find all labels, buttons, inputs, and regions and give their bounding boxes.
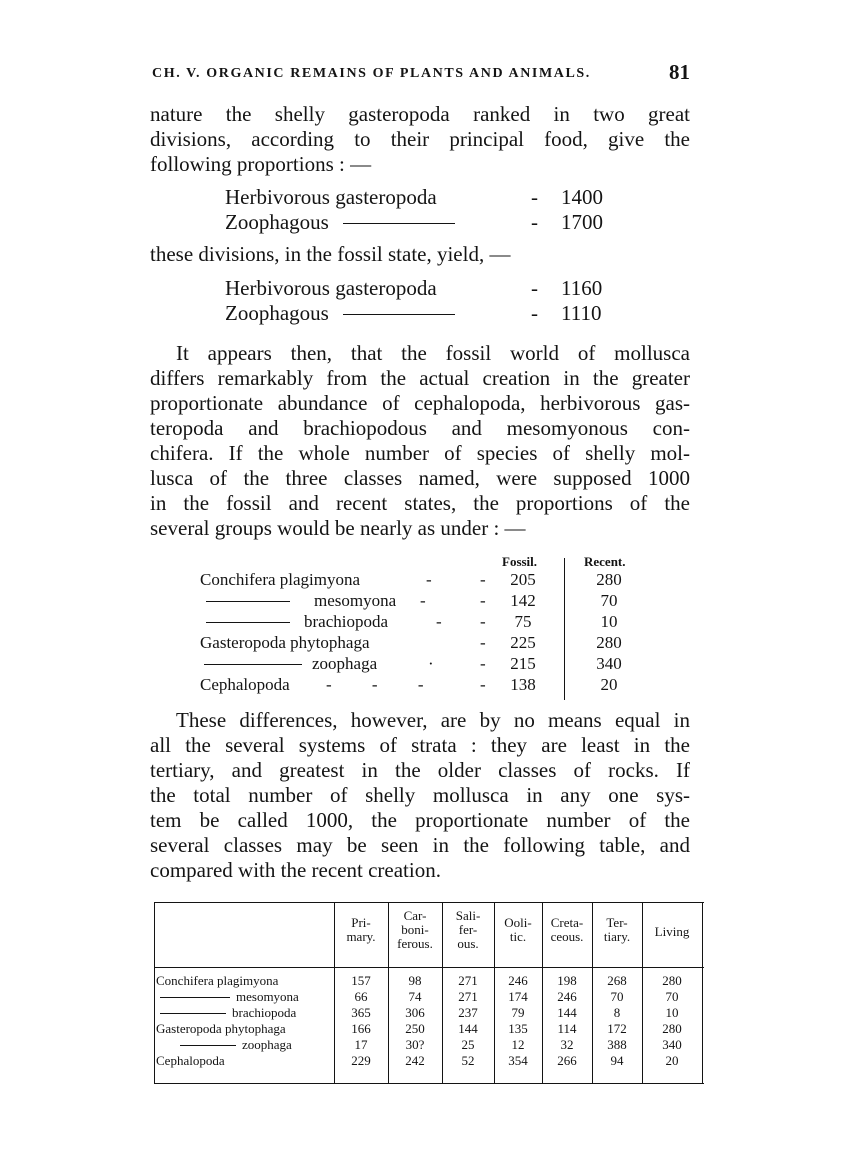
cell-value: 52 — [461, 1053, 475, 1068]
row-label: Cephalopoda — [200, 675, 290, 694]
ditto-rule — [206, 601, 290, 602]
cell-value: 12 — [511, 1037, 525, 1052]
cell-value: 174 — [508, 989, 528, 1004]
row-dash: - — [480, 570, 486, 589]
cell-value: 306 — [405, 1005, 425, 1020]
fossil-intro-line: these divisions, in the fossil state, yield, — — [150, 242, 511, 266]
cell-value: 114 — [557, 1021, 577, 1036]
row-label: Gasteropoda phytophaga — [156, 1021, 286, 1036]
cell-recent: 340 — [596, 654, 622, 673]
table-row — [200, 633, 650, 654]
intro-line-3: following proportions : — — [150, 152, 372, 176]
cell-value: 144 — [557, 1005, 577, 1020]
ditto-rule — [206, 622, 290, 623]
proportion-label: Herbivorous gasteropoda — [225, 276, 437, 300]
row-label: Conchifera plagimyona — [200, 570, 361, 589]
proportion-value: 1160 — [561, 276, 603, 300]
cell-value: 70 — [665, 989, 679, 1004]
cell-recent: 70 — [600, 591, 618, 610]
col-header-primary: Pri- mary. — [346, 915, 376, 944]
col-header-cretaceous: Creta- ceous. — [550, 915, 584, 944]
cell-value: 229 — [351, 1053, 371, 1068]
para1-line-1: It appears then, that the fossil world of mollusca — [176, 341, 690, 365]
cell-value: 98 — [408, 973, 422, 988]
para1-line-5: chifera. If the whole number of species of shelly mol- — [150, 441, 690, 465]
cell-value: 70 — [610, 989, 624, 1004]
cell-value: 365 — [351, 1005, 371, 1020]
leader-rule — [343, 314, 455, 315]
cell-value: 354 — [508, 1053, 528, 1068]
row-dots: - — [426, 570, 434, 589]
table-row — [154, 1005, 704, 1020]
cell-value: 135 — [508, 1021, 528, 1036]
proportion-label: Zoophagous — [225, 301, 329, 325]
para1-line-2: differs remarkably from the actual creation in the greater — [150, 366, 690, 390]
row-label: zoophaga — [312, 654, 378, 673]
table-row — [200, 675, 650, 696]
cell-value: 271 — [458, 989, 478, 1004]
table-row — [200, 654, 650, 675]
table-row — [154, 973, 704, 988]
col-header-tertiary: Ter- tiary. — [603, 915, 631, 944]
col-header-living: Living — [654, 924, 690, 939]
proportion-value: 1400 — [561, 185, 603, 209]
cell-value: 198 — [557, 973, 577, 988]
cell-value: 280 — [662, 1021, 682, 1036]
row-dash: - — [480, 612, 486, 631]
row-dots: · — [428, 654, 436, 673]
para1-line-6: lusca of the three classes named, were supposed 1000 — [150, 466, 690, 490]
row-label: zoophaga — [242, 1037, 292, 1052]
ditto-rule — [160, 997, 230, 998]
cell-fossil: 75 — [514, 612, 532, 631]
page-number: 81 — [669, 60, 690, 84]
cell-recent: 20 — [600, 675, 618, 694]
header-rule — [154, 967, 704, 968]
intro-line-1: nature the shelly gasteropoda ranked in two great — [150, 102, 690, 126]
cell-value: 242 — [405, 1053, 425, 1068]
cell-value: 166 — [351, 1021, 371, 1036]
row-label: Gasteropoda phytophaga — [200, 633, 370, 652]
cell-fossil: 138 — [510, 675, 536, 694]
cell-value: 340 — [662, 1037, 682, 1052]
para1-line-3: proportionate abundance of cephalopoda, herbivorous gas- — [150, 391, 690, 415]
table-row — [154, 1021, 704, 1036]
table-row — [200, 612, 650, 633]
cell-fossil: 142 — [510, 591, 536, 610]
ditto-rule — [180, 1045, 236, 1046]
table-row — [154, 1037, 704, 1052]
cell-recent: 280 — [596, 570, 622, 589]
cell-value: 271 — [458, 973, 478, 988]
proportion-value: 1110 — [561, 301, 602, 325]
cell-value: 66 — [354, 989, 368, 1004]
cell-value: 388 — [607, 1037, 627, 1052]
table-row — [200, 591, 650, 612]
para2-line-6: several classes may be seen in the following table, and — [150, 833, 690, 857]
para1-line-4: teropoda and brachiopodous and mesomyonous con- — [150, 416, 690, 440]
running-head — [152, 62, 690, 88]
ditto-rule — [160, 1013, 226, 1014]
col-header-oolitic: Ooli- tic. — [504, 915, 532, 944]
cell-value: 246 — [557, 989, 577, 1004]
cell-value: 20 — [665, 1053, 679, 1068]
cell-value: 172 — [607, 1021, 627, 1036]
strata-table — [154, 902, 704, 1084]
row-label: brachiopoda — [304, 612, 389, 631]
running-title: CH. V. ORGANIC REMAINS OF PLANTS AND ANIMALS. — [152, 66, 591, 81]
row-dash: - — [480, 654, 486, 673]
para2-line-2: all the several systems of strata : they are least in the — [150, 733, 690, 757]
cell-value: 94 — [610, 1053, 624, 1068]
para2-line-3: tertiary, and greatest in the older classes of rocks. If — [150, 758, 690, 782]
row-label: Conchifera plagimyona — [156, 973, 279, 988]
proportion-label: Zoophagous — [225, 210, 329, 234]
proportion-sep: - — [531, 185, 538, 209]
col-header-saliferous: Sali- fer- ous. — [455, 908, 481, 951]
fossil-recent-table — [200, 554, 650, 700]
row-label: mesomyona — [236, 989, 299, 1004]
row-dash: - — [480, 633, 486, 652]
cell-value: 25 — [461, 1037, 475, 1052]
para2-line-4: the total number of shelly mollusca in any one sys- — [150, 783, 690, 807]
para1-line-8: several groups would be nearly as under : — — [150, 516, 526, 540]
cell-value: 17 — [354, 1037, 368, 1052]
row-dots: - — [436, 612, 444, 631]
cell-value: 237 — [458, 1005, 478, 1020]
col-header-carboniferous: Car- boni- ferous. — [397, 908, 433, 951]
cell-fossil: 225 — [510, 633, 536, 652]
cell-recent: 280 — [596, 633, 622, 652]
leader-rule — [343, 223, 455, 224]
cell-recent: 10 — [600, 612, 618, 631]
cell-fossil: 215 — [510, 654, 536, 673]
cell-value: 30? — [405, 1037, 425, 1052]
col-header-recent: Recent. — [584, 554, 626, 569]
table-row — [154, 989, 704, 1004]
cell-value: 144 — [458, 1021, 478, 1036]
cell-value: 10 — [665, 1005, 679, 1020]
table-row — [154, 1053, 704, 1068]
cell-value: 32 — [560, 1037, 574, 1052]
cell-value: 268 — [607, 973, 627, 988]
cell-value: 280 — [662, 973, 682, 988]
row-label: brachiopoda — [232, 1005, 297, 1020]
row-dash: - — [480, 591, 486, 610]
ditto-rule — [204, 664, 302, 665]
para1-line-7: in the fossil and recent states, the proportions of the — [150, 491, 690, 515]
cell-value: 250 — [405, 1021, 425, 1036]
cell-value: 246 — [508, 973, 528, 988]
proportion-sep: - — [531, 210, 538, 234]
row-dots: - - - — [326, 675, 442, 694]
col-header-fossil: Fossil. — [502, 554, 538, 569]
proportion-value: 1700 — [561, 210, 603, 234]
intro-line-2: divisions, according to their principal food, give the — [150, 127, 690, 151]
cell-value: 8 — [613, 1005, 621, 1020]
para2-line-1: These differences, however, are by no means equal in — [176, 708, 690, 732]
cell-value: 266 — [557, 1053, 577, 1068]
cell-fossil: 205 — [510, 570, 536, 589]
row-label: mesomyona — [314, 591, 397, 610]
row-dots: - — [420, 591, 428, 610]
proportion-sep: - — [531, 276, 538, 300]
row-dash: - — [480, 675, 486, 694]
cell-value: 157 — [351, 973, 371, 988]
table-row — [200, 570, 650, 591]
cell-value: 79 — [511, 1005, 525, 1020]
para2-line-7: compared with the recent creation. — [150, 858, 441, 882]
row-label: Cephalopoda — [156, 1053, 225, 1068]
proportion-label: Herbivorous gasteropoda — [225, 185, 437, 209]
cell-value: 74 — [408, 989, 422, 1004]
proportion-sep: - — [531, 301, 538, 325]
para2-line-5: tem be called 1000, the proportionate number of the — [150, 808, 690, 832]
